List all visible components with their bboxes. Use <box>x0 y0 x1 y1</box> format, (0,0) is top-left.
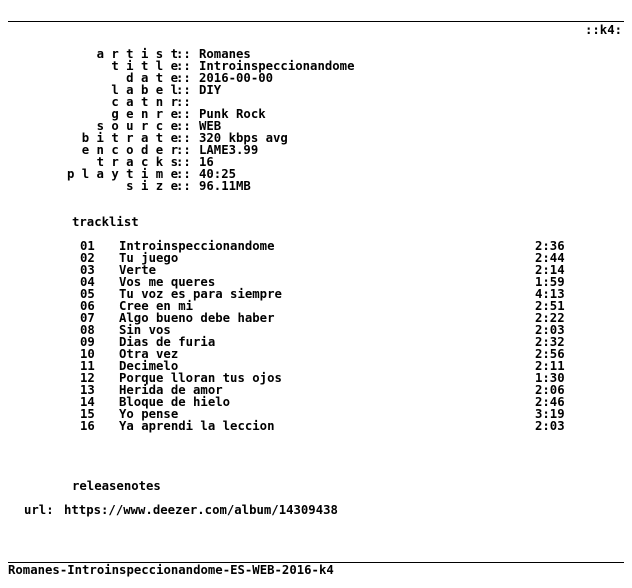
meta-value: LAME3.99 <box>199 143 259 157</box>
track-duration: 2:14 <box>535 263 565 277</box>
meta-key: e n c o d e r <box>81 143 178 157</box>
meta-key: s o u r c e <box>96 119 178 133</box>
meta-key: a r t i s t <box>96 47 178 61</box>
meta-separator: :: <box>176 83 191 97</box>
meta-value: Punk Rock <box>199 107 266 121</box>
meta-key: b i t r a t e <box>81 131 178 145</box>
track-number: 12 <box>80 371 95 385</box>
url-label: url: <box>24 503 54 517</box>
track-duration: 2:22 <box>535 311 565 325</box>
meta-separator: :: <box>176 95 191 109</box>
track-row <box>0 420 632 432</box>
track-title: Introinspeccionandome <box>119 239 275 253</box>
tracklist-heading: tracklist <box>72 215 139 229</box>
track-title: Porque lloran tus ojos <box>119 371 282 385</box>
track-number: 04 <box>80 275 95 289</box>
track-title: Verte <box>119 263 157 277</box>
track-duration: 2:03 <box>535 323 565 337</box>
meta-key: d a t e <box>126 71 178 85</box>
meta-separator: :: <box>176 179 191 193</box>
track-duration: 2:11 <box>535 359 565 373</box>
track-number: 01 <box>80 239 95 253</box>
meta-key: g e n r e <box>111 107 178 121</box>
meta-separator: :: <box>176 167 191 181</box>
meta-separator: :: <box>176 107 191 121</box>
track-title: Tu juego <box>119 251 179 265</box>
track-title: Vos me queres <box>119 275 216 289</box>
meta-row <box>0 108 632 120</box>
track-duration: 3:19 <box>535 407 565 421</box>
track-number: 11 <box>80 359 95 373</box>
track-number: 02 <box>80 251 95 265</box>
meta-separator: :: <box>176 119 191 133</box>
track-duration: 2:56 <box>535 347 565 361</box>
meta-row <box>0 180 632 192</box>
meta-row <box>0 96 632 108</box>
track-title: Ya aprendi la leccion <box>119 419 275 433</box>
track-duration: 2:51 <box>535 299 565 313</box>
meta-value: 2016-00-00 <box>199 71 274 85</box>
track-title: Otra vez <box>119 347 179 361</box>
track-duration: 1:59 <box>535 275 565 289</box>
track-title: Cree en mi <box>119 299 194 313</box>
track-number: 08 <box>80 323 95 337</box>
track-title: Dias de furia <box>119 335 216 349</box>
track-number: 03 <box>80 263 95 277</box>
meta-row <box>0 84 632 96</box>
group-tag: ::k4: <box>585 23 623 37</box>
release-url[interactable]: https://www.deezer.com/album/14309438 <box>64 503 338 517</box>
meta-separator: :: <box>176 143 191 157</box>
track-number: 10 <box>80 347 95 361</box>
release-name: Romanes-Introinspeccionandome-ES-WEB-2016-k4 <box>8 563 334 577</box>
track-number: 05 <box>80 287 95 301</box>
track-number: 15 <box>80 407 95 421</box>
track-duration: 1:30 <box>535 371 565 385</box>
track-number: 09 <box>80 335 95 349</box>
meta-key: s i z e <box>126 179 178 193</box>
track-duration: 2:36 <box>535 239 565 253</box>
track-number: 16 <box>80 419 95 433</box>
track-number: 13 <box>80 383 95 397</box>
track-duration: 4:13 <box>535 287 565 301</box>
track-title: Algo bueno debe haber <box>119 311 275 325</box>
track-title: Yo pense <box>119 407 179 421</box>
track-duration: 2:32 <box>535 335 565 349</box>
meta-key: t r a c k s <box>96 155 178 169</box>
meta-row <box>0 168 632 180</box>
track-duration: 2:03 <box>535 419 565 433</box>
meta-value: 320 kbps avg <box>199 131 288 145</box>
meta-value: Romanes <box>199 47 251 61</box>
track-duration: 2:44 <box>535 251 565 265</box>
meta-key: l a b e l <box>111 83 178 97</box>
meta-value: WEB <box>199 119 222 133</box>
releasenotes-heading: releasenotes <box>72 479 161 493</box>
meta-key: p l a y t i m e <box>66 167 178 181</box>
meta-value: Introinspeccionandome <box>199 59 355 73</box>
meta-key: c a t n r <box>111 95 178 109</box>
meta-separator: :: <box>176 71 191 85</box>
meta-key: t i t l e <box>111 59 178 73</box>
track-title: Tu voz es para siempre <box>119 287 282 301</box>
meta-value: 40:25 <box>199 167 237 181</box>
meta-separator: :: <box>176 59 191 73</box>
track-number: 06 <box>80 299 95 313</box>
track-title: Herida de amor <box>119 383 223 397</box>
meta-value: 16 <box>199 155 214 169</box>
meta-value: DIY <box>199 83 222 97</box>
meta-value: 96.11MB <box>199 179 251 193</box>
meta-row <box>0 60 632 72</box>
meta-separator: :: <box>176 47 191 61</box>
meta-row <box>0 144 632 156</box>
meta-separator: :: <box>176 155 191 169</box>
track-title: Sin vos <box>119 323 171 337</box>
top-rule <box>8 21 624 22</box>
meta-row <box>0 72 632 84</box>
meta-separator: :: <box>176 131 191 145</box>
track-number: 14 <box>80 395 95 409</box>
track-number: 07 <box>80 311 95 325</box>
track-duration: 2:06 <box>535 383 565 397</box>
track-title: Decimelo <box>119 359 179 373</box>
track-duration: 2:46 <box>535 395 565 409</box>
track-title: Bloque de hielo <box>119 395 231 409</box>
